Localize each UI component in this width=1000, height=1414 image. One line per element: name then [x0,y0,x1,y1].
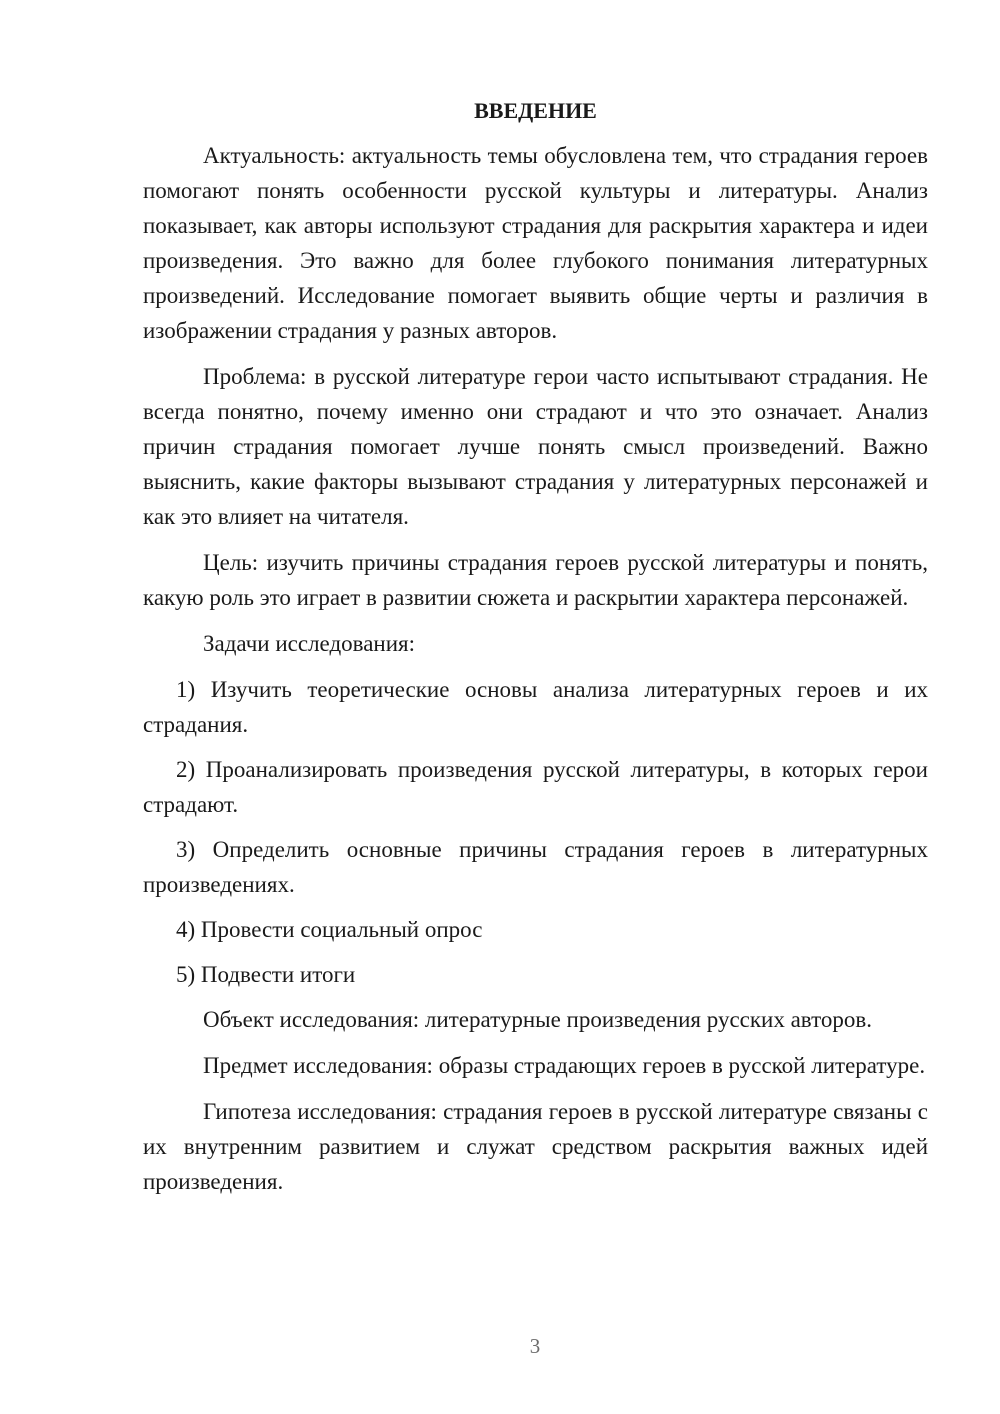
research-object-paragraph: Объект исследования: литературные произведения русских авторов. [203,1007,872,1032]
hypothesis-paragraph: Гипотеза исследования: страдания героев в русской литературе связаны с их внутренним развитием и служат средством раскрытия важных идей произведения. [143,1099,928,1194]
task-item: 1) Изучить теоретические основы анализа литературных героев и их страдания. [143,677,928,737]
task-item: 5) Подвести итоги [176,962,356,987]
page-number: 3 [529,1334,541,1358]
task-item: 4) Провести социальный опрос [176,917,483,942]
task-item: 2) Проанализировать произведения русской литературы, в которых герои страдают. [143,757,928,817]
goal-paragraph: Цель: изучить причины страдания героев русской литературы и понять, какую роль это играет в развитии сюжета и раскрытии характера персонажей. [143,550,928,610]
problem-paragraph: Проблема: в русской литературе герои часто испытывают страдания. Не всегда понятно, почему именно они страдают и что это означает. Анализ причин страдания помогает лучше понять смысл произведений. Важно выяснить, какие факторы вызывают страдания у литературных персонажей и как это влияет на читателя. [143,364,928,529]
relevance-paragraph: Актуальность: актуальность темы обусловлена тем, что страдания героев помогают понять особенности русской культуры и литературы. Анализ показывает, как авторы используют страдания для раскрытия характера и идеи произведения. Это важно для более глубокого понимания литературных произведений. Исследование помогает выявить общие черты и различия в изображении страдания у разных авторов. [143,143,928,343]
page-content [143,96,928,1210]
tasks-intro: Задачи исследования: [203,631,416,656]
task-item: 3) Определить основные причины страдания героев в литературных произведениях. [143,837,928,897]
research-subject-paragraph: Предмет исследования: образы страдающих героев в русской литературе. [203,1053,926,1078]
page-heading: ВВЕДЕНИЕ [474,98,597,123]
